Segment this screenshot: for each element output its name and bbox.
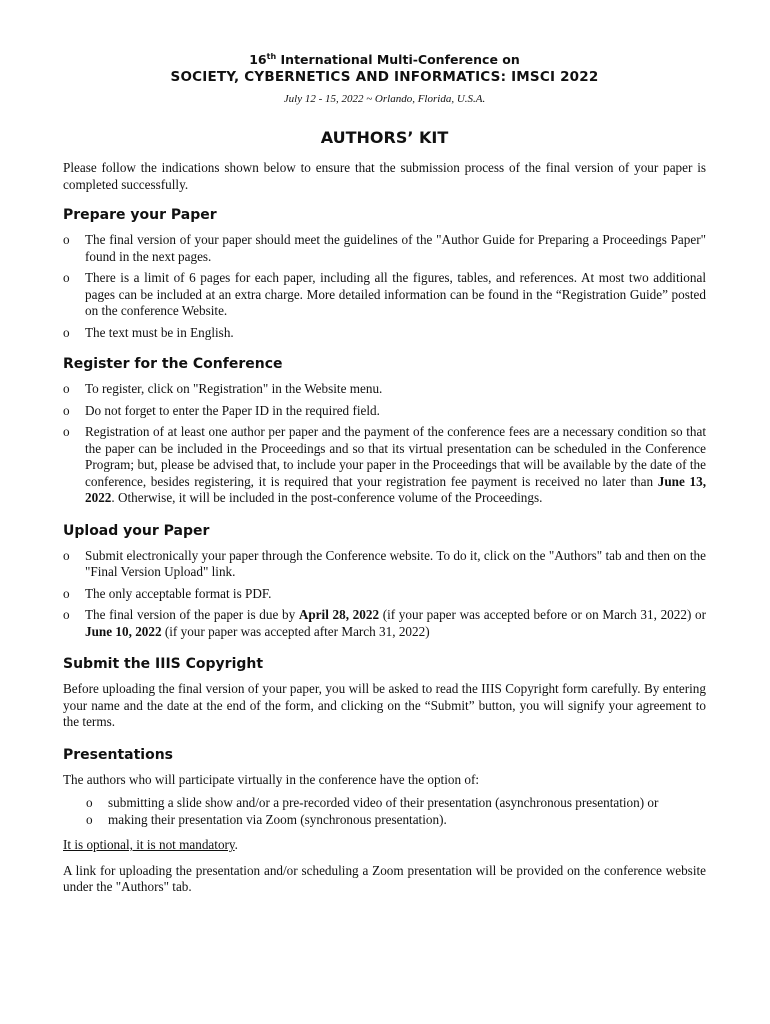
list-item-text: To register, click on "Registration" in the Website menu.	[85, 381, 383, 397]
list-item-text: The final version of your paper should meet the guidelines of the "Author Guide for Preparing a Proceedings Paper" found in the next pages.	[85, 232, 706, 264]
list-item-text: Registration of at least one author per paper and the payment of the conference fees are a necessary condition so that the paper can be included in the Proceedings and so that its virtual presentation can be scheduled in the Conference Program; but, please be advised that, to include your paper in the Proceedings that will be available by the date of the conference, besides registering, it is required that your registration fee payment is received no later than	[85, 424, 706, 489]
list-item-text: The only acceptable format is PDF.	[85, 585, 272, 601]
conference-dates-location: July 12 - 15, 2022 ~ Orlando, Florida, U.S.A.	[283, 93, 486, 106]
list-item-text: (if your paper was accepted before or on March 31, 2022) or	[379, 607, 706, 623]
bullet-icon: o	[63, 585, 70, 601]
list-item-text: (if your paper was accepted after March 31, 2022)	[161, 623, 430, 639]
list-item	[63, 325, 706, 342]
list-item	[63, 586, 706, 603]
bullet-icon: o	[63, 424, 70, 440]
list-item-text: There is a limit of 6 pages for each paper, including all the figures, tables, and references. At most two additional pages can be included at an extra charge. More detailed information can be found in the “Registration Guide” posted on the conference Website.	[85, 270, 706, 319]
list-item	[63, 812, 706, 829]
list-item	[63, 270, 706, 320]
copyright-paragraph: Before uploading the final version of your paper, you will be asked to read the IIIS Copyright form carefully. By entering your name and the date at the end of the form, and clicking on the “Submit” button, you will signify your agreement to the terms.	[63, 681, 706, 730]
bullet-icon: o	[63, 324, 70, 340]
heading-copyright: Submit the IIIS Copyright	[63, 656, 264, 673]
deadline-date: April 28, 2022	[298, 607, 380, 623]
conference-name: SOCIETY, CYBERNETICS AND INFORMATICS: IMSCI 2022	[170, 69, 599, 86]
list-item-text: submitting a slide show and/or a pre-recorded video of their presentation (asynchronous presentation) or	[108, 795, 659, 811]
heading-presentations: Presentations	[63, 746, 174, 763]
heading-upload-paper: Upload your Paper	[63, 522, 210, 539]
list-item-text: The final version of the paper is due by	[85, 607, 299, 623]
optional-note-period: .	[234, 837, 238, 853]
list-item	[63, 795, 706, 812]
optional-note	[63, 837, 706, 854]
heading-register-conference: Register for the Conference	[63, 356, 283, 373]
register-list	[63, 381, 706, 507]
deadline-date: June 10, 2022	[85, 623, 162, 639]
bullet-icon: o	[63, 270, 70, 286]
list-item-text: . Otherwise, it will be included in the post-conference volume of the Proceedings.	[111, 490, 543, 506]
bullet-icon: o	[63, 607, 70, 623]
bullet-icon: o	[86, 795, 93, 811]
deadline-date: June 13, 2022	[85, 473, 706, 506]
presentation-options-list	[63, 795, 706, 828]
list-item	[63, 403, 706, 420]
edition-text: International Multi-Conference on	[276, 52, 520, 68]
list-item	[63, 607, 706, 640]
presentations-intro: The authors who will participate virtually in the conference have the option of:	[63, 771, 479, 787]
bullet-icon: o	[63, 381, 70, 397]
page-title: AUTHORS’ KIT	[320, 128, 449, 148]
list-item	[63, 381, 706, 398]
bullet-icon: o	[86, 811, 93, 827]
presentation-link-paragraph: A link for uploading the presentation and/or scheduling a Zoom presentation will be provided on the conference website under the "Authors" tab.	[63, 862, 706, 895]
optional-note-text: It is optional, it is not mandatory	[63, 837, 235, 853]
bullet-icon: o	[63, 402, 70, 418]
edition-suffix: th	[266, 52, 277, 61]
list-item	[63, 424, 706, 507]
edition-number: 16	[249, 52, 267, 68]
document-page	[63, 48, 706, 896]
intro-paragraph: Please follow the indications shown below to ensure that the submission process of the final version of your paper is completed successfully.	[63, 160, 706, 192]
heading-prepare-paper: Prepare your Paper	[63, 207, 217, 224]
bullet-icon: o	[63, 232, 70, 248]
list-item-text: The text must be in English.	[85, 324, 234, 340]
list-item-text: Do not forget to enter the Paper ID in the required field.	[85, 402, 380, 418]
bullet-icon: o	[63, 547, 70, 563]
list-item	[63, 548, 706, 581]
prepare-list	[63, 232, 706, 341]
upload-list	[63, 548, 706, 641]
list-item-text: making their presentation via Zoom (synchronous presentation).	[108, 811, 447, 827]
list-item-text: Submit electronically your paper through the Conference website. To do it, click on the "Authors" tab and then on the "Final Version Upload" link.	[85, 547, 706, 580]
list-item	[63, 232, 706, 265]
conference-edition	[63, 48, 706, 68]
